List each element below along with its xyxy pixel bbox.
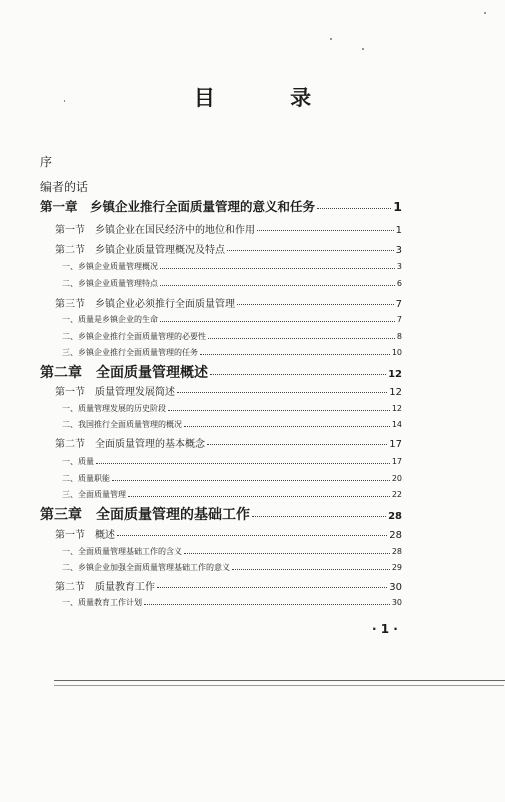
scan-speck: [64, 100, 65, 102]
toc-entry-page: 28: [389, 530, 402, 541]
toc-entry-page: 28: [388, 511, 402, 522]
toc-entry-page: 20: [391, 474, 402, 483]
toc-entry-page: 8: [396, 332, 402, 341]
toc-entry-page: 17: [389, 439, 402, 450]
toc-entry-page: 17: [391, 457, 402, 466]
toc-subsection: [62, 473, 402, 484]
toc-entry-label: 二、乡镇企业质量管理特点: [62, 279, 158, 288]
preface-entry: 序: [40, 155, 53, 169]
toc-entry-label: 二、乡镇企业加强全面质量管理基础工作的意义: [62, 563, 230, 572]
toc-section: [55, 435, 402, 450]
toc-chapter-1: [40, 197, 402, 215]
toc-entry-label: 第一节 乡镇企业在国民经济中的地位和作用: [55, 225, 255, 236]
toc-subsection: [62, 403, 402, 414]
toc-entry-label: 二、我国推行全面质量管理的概况: [62, 420, 182, 429]
editors-note-entry: 编者的话: [40, 180, 89, 194]
toc-entry-label: 第三节 乡镇企业必须推行全面质量管理: [55, 299, 235, 310]
page-number: · 1 ·: [372, 622, 398, 636]
toc-subsection: [62, 347, 402, 358]
toc-section: [55, 221, 402, 236]
toc-section: [55, 295, 402, 310]
toc-entry-page: 30: [389, 582, 402, 593]
toc-entry-label: 第一章 乡镇企业推行全面质量管理的意义和任务: [40, 199, 316, 214]
toc-entry-label: 第一节 概述: [55, 530, 115, 541]
toc-subsection: [62, 314, 402, 325]
toc-section: [55, 578, 402, 593]
toc-subsection: [62, 419, 402, 430]
toc-section: [55, 526, 402, 541]
toc-entry-label: 二、乡镇企业推行全面质量管理的必要性: [62, 332, 206, 341]
toc-entry-label: 一、质量教育工作计划: [62, 598, 142, 607]
toc-entry-label: 一、质量是乡镇企业的生命: [62, 315, 158, 324]
toc-entry-label: 三、全面质量管理: [62, 490, 126, 499]
toc-entry-page: 12: [391, 404, 402, 413]
toc-subsection: [62, 597, 402, 608]
toc-entry-label: 第二节 质量教育工作: [55, 582, 155, 593]
toc-entry-label: 一、乡镇企业质量管理概况: [62, 262, 158, 271]
toc-entry-page: 28: [391, 547, 402, 556]
toc-entry-label: 第三章 全面质量管理的基础工作: [40, 507, 250, 523]
toc-entry-label: 第二节 乡镇企业质量管理概况及特点: [55, 245, 225, 256]
toc-subsection: [62, 489, 402, 500]
toc-entry-page: 29: [391, 563, 402, 572]
toc-entry-page: 7: [395, 299, 402, 310]
toc-entry-label: 第一节 质量管理发展简述: [55, 387, 175, 398]
toc-entry-label: 一、质量管理发展的历史阶段: [62, 404, 166, 413]
toc-subsection: [62, 456, 402, 467]
toc-entry-label: 一、全面质量管理基础工作的含义: [62, 547, 182, 556]
toc-entry-label: 第二章 全面质量管理概述: [40, 365, 208, 381]
toc-entry-label: 第二节 全面质量管理的基本概念: [55, 439, 205, 450]
toc-subsection: [62, 546, 402, 557]
toc-section: [55, 383, 402, 398]
toc-subsection: [62, 562, 402, 573]
toc-entry-page: 7: [396, 315, 402, 324]
scan-speck: [330, 38, 332, 40]
scan-speck: [484, 12, 486, 14]
toc-entry-label: 二、质量职能: [62, 474, 110, 483]
toc-entry-label: 一、质量: [62, 457, 94, 466]
toc-entry-page: 3: [396, 262, 402, 271]
toc-entry-page: 14: [391, 420, 402, 429]
toc-entry-page: 10: [391, 348, 402, 357]
toc-section: [55, 241, 402, 256]
toc-entry-page: 1: [393, 199, 402, 214]
toc-subsection: [62, 278, 402, 289]
toc-chapter-3: [40, 504, 402, 524]
scan-speck: [362, 48, 364, 50]
toc-chapter-2: [40, 362, 402, 382]
toc-entry-page: 12: [388, 369, 402, 380]
page-title: 目 录: [193, 86, 346, 110]
bottom-rule: [54, 680, 505, 681]
toc-subsection: [62, 331, 402, 342]
toc-subsection: [62, 261, 402, 272]
toc-entry-page: 3: [395, 245, 402, 256]
toc-entry-page: 22: [391, 490, 402, 499]
bottom-rule-faint: [54, 685, 504, 686]
toc-entry-page: 6: [396, 279, 402, 288]
toc-entry-page: 1: [395, 225, 402, 236]
toc-entry-page: 30: [391, 598, 402, 607]
toc-entry-label: 三、乡镇企业推行全面质量管理的任务: [62, 348, 198, 357]
toc-entry-page: 12: [389, 387, 402, 398]
